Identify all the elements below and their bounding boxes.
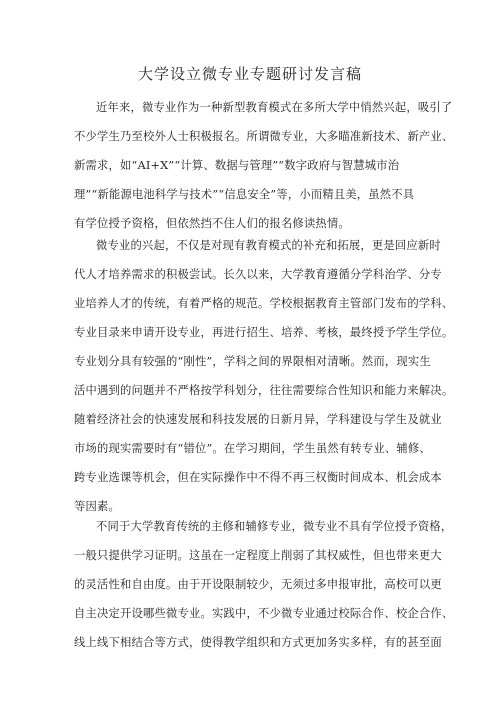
paragraph-line: 专业划分具有较强的“刚性”，学科之间的界限相对清晰。然而，现实生 [74, 355, 431, 368]
paragraph-line: 业培养人才的传统，有着严格的规范。学校根据教育主管部门发布的学科、 [74, 297, 454, 310]
paragraph-3 [74, 512, 454, 657]
paragraph-line: 市场的现实需要时有“错位”。在学习期间，学生虽然有转专业、辅修、 [74, 442, 431, 455]
paragraph-line: 微专业的兴起，不仅是对现有教育模式的补充和拓展，更是回应新时 [96, 239, 441, 252]
paragraph-line: 自主决定开设哪些微专业。实践中，不少微专业通过校际合作、校企合作、 [74, 607, 454, 620]
paragraph-line: 专业目录来申请开设专业，再进行招生、培养、考核，最终授予学生学位。 [74, 326, 454, 339]
paragraph-line: 理”“新能源电池科学与技术”“信息安全”等，小而精且美，虽然不具 [74, 188, 415, 201]
paragraph-line: 近年来，微专业作为一种新型教育模式在多所大学中悄然兴起，吸引了 [96, 101, 453, 114]
paragraph-line: 的灵活性和自由度。由于开设限制较少，无须过多申报审批，高校可以更 [74, 578, 442, 591]
paragraph-line: 新需求，如“AI+X”“计算、数据与管理”“数字政府与智慧城市治 [74, 159, 400, 172]
paragraph-line: 不同于大学教育传统的主修和辅修专业，微专业不具有学位授予资格， [96, 520, 453, 533]
paragraph-line: 等因素。 [74, 500, 120, 513]
paragraph-2 [74, 231, 454, 521]
document-title: 大学设立微专业专题研讨发言稿 [137, 65, 362, 83]
paragraph-line: 一般只提供学习证明。这虽在一定程度上削弱了其权威性，但也带来更大 [74, 549, 442, 562]
paragraph-line: 活中遇到的问题并不严格按学科划分，往往需要综合性知识和能力来解决。 [74, 384, 454, 397]
paragraph-line: 随着经济社会的快速发展和科技发展的日新月异，学科建设与学生及就业 [74, 413, 442, 426]
paragraph-line: 有学位授予资格，但依然挡不住人们的报名修读热情。 [74, 217, 350, 230]
paragraph-line: 不少学生乃至校外人士积极报名。所谓微专业，大多瞄准新技术、新产业、 [74, 130, 454, 143]
paragraph-line: 跨专业选课等机会，但在实际操作中不得不再三权衡时间成本、机会成本 [74, 471, 442, 484]
paragraph-line: 线上线下相结合等方式，使得教学组织和方式更加务实多样，有的甚至面 [74, 636, 442, 649]
paragraph-1 [74, 93, 454, 238]
paragraph-line: 代人才培养需求的积极尝试。长久以来，大学教育遵循分学科治学、分专 [74, 268, 442, 281]
